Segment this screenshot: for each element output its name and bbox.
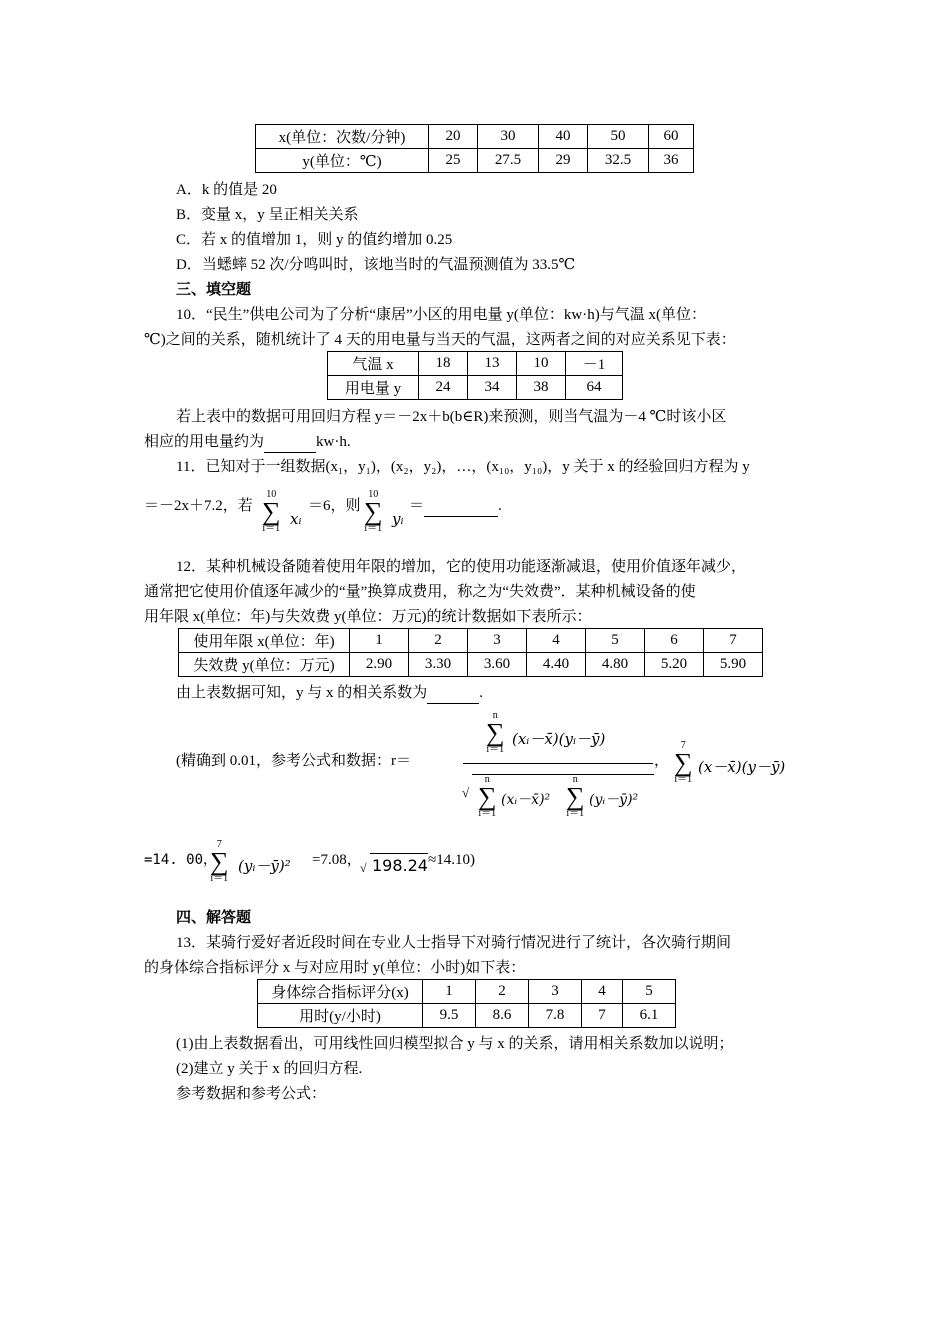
table-cell: 5.20 [645,653,704,677]
option-c: C．若 x 的值增加 1，则 y 的值约增加 0.25 [176,232,453,248]
table-cell: 使用年限 x(单位：年) [179,629,350,653]
sum-lower: i＝1 [566,808,585,819]
q11-text-b: ＝6，则 [308,498,361,514]
summation-sign [566,775,585,819]
q13-part-1: (1)由上表数据看出，可用线性回归模型拟合 y 与 x 的关系，请用相关系数加以说明； [176,1036,734,1052]
table-cell: 64 [566,376,623,400]
denominator-term: (yᵢ－ȳ)² [589,792,639,808]
q10-answer-line [144,432,351,453]
table-cell: 24 [419,376,468,400]
table-cell: 30 [478,125,539,149]
q13-line: 的身体综合指标评分 x 与对应用时 y(单位：小时)如下表： [144,960,526,976]
table-cell: y(单位：℃) [256,149,429,173]
sum-lower: i＝1 [364,523,383,534]
sum-symbol: ∑ [478,782,497,811]
sum-lower: i＝1 [674,774,693,785]
section-title-fill-blank: 三、填空题 [176,282,252,298]
q11-text-a: ＝－2x＋7.2，若 [144,498,253,514]
sum-upper: n [484,774,490,785]
sum-upper: n [572,774,578,785]
q12-table [178,628,763,677]
table-cell: 7 [582,1004,623,1028]
sum-lower: i＝1 [262,523,281,534]
table-cell: 3 [468,629,527,653]
answer-blank[interactable] [427,683,479,704]
table-cell: 4 [582,980,623,1004]
table-cell: 身体综合指标评分(x) [258,980,423,1004]
table-cell: 2 [476,980,529,1004]
table-cell: 27.5 [478,149,539,173]
table-cell: 4.40 [527,653,586,677]
q10-table [327,351,623,400]
table-cell: 气温 x [328,352,419,376]
q11-equals: ＝ [409,498,425,514]
q10-line: ℃)之间的关系，随机统计了 4 天的用电量与当天的气温，这两者之间的对应关系见下表： [144,332,736,348]
q13-table [257,979,676,1028]
q12-period: . [479,685,484,701]
table-cell: 40 [539,125,588,149]
table-row [256,149,694,173]
table-cell: 2.90 [350,653,409,677]
q10-line: 若上表中的数据可用回归方程 y＝－2x＋b(b∈R)来预测，则当气温为－4 ℃时该小区 [176,409,727,425]
table-cell: 用电量 y [328,376,419,400]
table-cell: 18 [419,352,468,376]
table-cell: 8.6 [476,1004,529,1028]
line6-term: (yᵢ－ȳ)² [238,857,291,875]
q10-line: 10．“民生”供电公司为了分析“康居”小区的用电量 y(单位：kw·h)与气温 x(单位： [176,307,706,323]
q12-line: 12．某种机械设备随着使用年限的增加，它的使用功能逐渐减退，使用价值逐年减少， [176,559,747,575]
sqrt-bar [472,774,654,775]
summation-sign [364,490,383,534]
table-cell: x(单位：次数/分钟) [256,125,429,149]
table-cell: 10 [517,352,566,376]
table-row [179,629,763,653]
table-cell: 失效费 y(单位：万元) [179,653,350,677]
table-cell: 13 [468,352,517,376]
fraction-bar [463,763,653,764]
sqrt-icon: √ [462,785,470,800]
comma: ， [654,753,670,769]
section-title-solve: 四、解答题 [176,910,252,926]
ref-value: =14. 00， [144,852,218,868]
table-cell: 5 [586,629,645,653]
answer-blank[interactable] [424,496,498,517]
table-cell: 6 [645,629,704,653]
table-row [328,376,623,400]
table-cell: 5 [623,980,676,1004]
table-cell: 3.30 [409,653,468,677]
table-cell: 34 [468,376,517,400]
sum-upper: 10 [368,489,379,500]
ref-value: =7.08， [312,852,362,868]
sum-symbol: ∑ [262,497,281,526]
sum-symbol: ∑ [364,497,383,526]
option-d: D．当蟋蟀 52 次/分鸣叫时，该地当时的气温预测值为 33.5℃ [176,257,576,273]
sum-lower: i＝1 [486,744,505,755]
option-b: B．变量 x，y 呈正相关关系 [176,207,359,223]
table-cell: 3.60 [468,653,527,677]
summation-sign [262,490,281,534]
table-cell: 60 [649,125,694,149]
table-cell: 7 [704,629,763,653]
table-frequency-temperature [255,124,694,173]
table-cell: 4 [527,629,586,653]
q10-unit: kw·h. [316,434,351,450]
q11-xi: xᵢ [290,510,302,528]
q13-line: 13．某骑行爱好者近段时间在专业人士指导下对骑行情况进行了统计，各次骑行期间 [176,935,732,951]
table-row [258,1004,676,1028]
sum-upper: n [492,710,498,721]
q11-yi: yᵢ [392,510,404,528]
table-cell: 9.5 [423,1004,476,1028]
table-row [179,653,763,677]
sqrt-icon: √ [360,861,367,875]
table-cell: 38 [517,376,566,400]
table-cell: 5.90 [704,653,763,677]
table-cell: 20 [429,125,478,149]
q13-reference: 参考数据和参考公式： [176,1086,327,1102]
sum-symbol: ∑ [566,782,585,811]
sum-symbol: ∑ [486,718,505,747]
q11-period: . [498,498,502,514]
sum-symbol: ∑ [210,847,229,876]
table-cell: 1 [350,629,409,653]
denominator-term: (xᵢ－x̄)² [501,792,551,808]
table-cell: 用时(y/小时) [258,1004,423,1028]
table-cell: 29 [539,149,588,173]
summation-sign [674,741,693,785]
answer-blank[interactable] [264,432,316,453]
table-cell: 6.1 [623,1004,676,1028]
sqrt-value: 198.24 [372,856,428,875]
table-cell: －1 [566,352,623,376]
table-cell: 7.8 [529,1004,582,1028]
q11-line: 11．已知对于一组数据(x₁，y₁)，(x₂，y₂)，…，(x₁₀，y₁₀)，y 关于 x 的经验回归方程为 y [176,459,750,475]
q12-answer-line [176,683,483,704]
q12-line: 通常把它使用价值逐年减少的“量”换算成费用，称之为“失效费”．某种机械设备的使 [144,584,696,600]
sqrt-bar [370,853,428,854]
summation-sign [210,840,229,884]
ref-value: ≈14.10) [428,852,475,868]
sum-symbol: ∑ [674,748,693,777]
sum-lower: i＝1 [210,873,229,884]
q12-text: 由上表数据可知，y 与 x 的相关系数为 [176,685,428,701]
table-cell: 4.80 [586,653,645,677]
q13-part-2: (2)建立 y 关于 x 的回归方程. [176,1061,363,1077]
ref-formula-prefix: (精确到 0.01，参考公式和数据：r＝ [176,753,411,769]
numerator-term: (xᵢ－x̄)(yᵢ－ȳ) [512,730,606,748]
table-cell: 50 [588,125,649,149]
sum-upper: 7 [680,740,686,751]
table-row [328,352,623,376]
table-cell: 2 [409,629,468,653]
table-cell: 36 [649,149,694,173]
table-row [258,980,676,1004]
q12-line: 用年限 x(单位：年)与失效费 y(单位：万元)的统计数据如下表所示： [144,609,592,625]
table-cell: 32.5 [588,149,649,173]
table-row [256,125,694,149]
sum-upper: 7 [216,839,222,850]
table-cell: 1 [423,980,476,1004]
sum-lower: i＝1 [478,808,497,819]
q10-text: 相应的用电量约为 [144,434,265,450]
sum-upper: 10 [266,489,277,500]
q11-answer-line [409,496,502,517]
table-cell: 3 [529,980,582,1004]
rhs-term: (x－x̄)(y－ȳ) [698,758,786,776]
summation-sign [478,775,497,819]
summation-sign [486,711,505,755]
option-a: A．k 的值是 20 [176,182,277,198]
table-cell: 25 [429,149,478,173]
